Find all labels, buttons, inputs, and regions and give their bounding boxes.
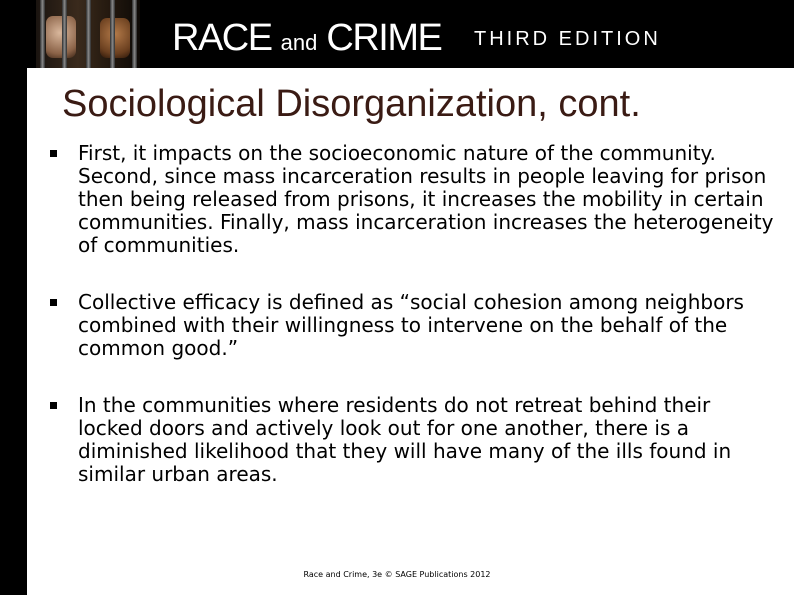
brand-race: RACE [172,17,272,59]
bullet-square-icon [50,402,57,409]
brand-crime: CRIME [326,17,442,59]
edition-label: THIRD EDITION [474,28,661,50]
bullet-list [48,142,778,486]
brand-and: and [280,30,318,55]
bullet-item [48,394,778,486]
slide-footer: Race and Crime, 3e © SAGE Publications 2012 [303,570,491,579]
header-banner [0,0,794,68]
bullet-text: First, it impacts on the socioeconomic nature of the community. Second, since mass incarceration results in people leaving for prison then being released from prisons, it increases the mobility in certain communities. Finally, mass incarceration increases the heterogeneity of communities. [78,141,774,257]
cover-photo-fists [36,0,140,68]
bullet-item [48,291,778,360]
bullet-text: Collective efficacy is defined as “social cohesion among neighbors combined with their willingness to intervene on the behalf of the common good.” [78,290,744,360]
book-title-logo [172,16,441,65]
bullet-square-icon [50,299,57,306]
left-black-bar [0,0,27,595]
bullet-item [48,142,778,257]
slide-title: Sociological Disorganization, cont. [62,83,641,125]
bullet-square-icon [50,150,57,157]
bullet-text: In the communities where residents do not retreat behind their locked doors and actively look out for one another, there is a diminished likelihood that they will have many of the ills found in similar urban areas. [78,393,732,486]
